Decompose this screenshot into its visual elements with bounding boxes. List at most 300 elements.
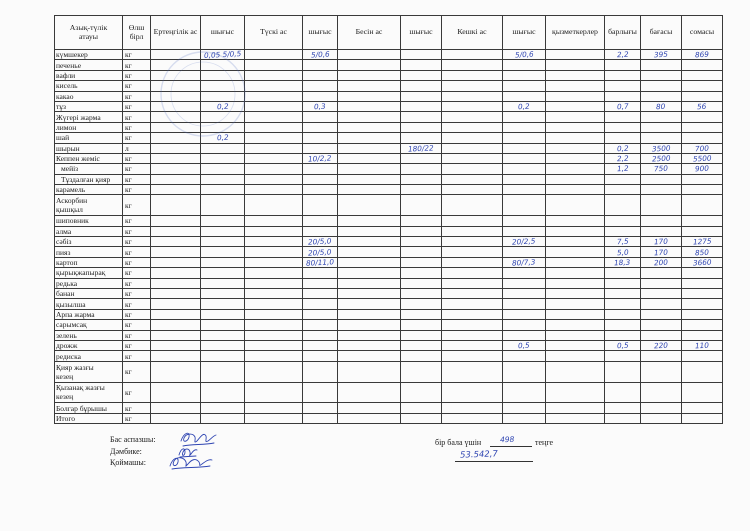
- staff-qty-cell: [546, 91, 605, 101]
- breakfast-out-cell: [201, 50, 245, 60]
- unit-price-cell: [641, 143, 682, 153]
- unit-cell: [123, 216, 151, 226]
- lunch-out-cell: [303, 320, 338, 330]
- total-qty-cell: [605, 226, 641, 236]
- total-qty-cell: [605, 91, 641, 101]
- header-price: бағасы: [641, 16, 682, 50]
- snack-qty-cell: [338, 216, 401, 226]
- dinner-out-cell: [503, 320, 546, 330]
- breakfast-out-cell: [201, 226, 245, 236]
- dinner-out-cell: [503, 289, 546, 299]
- item-name-text: Аскорбин қышқыл: [56, 196, 88, 215]
- lunch-out-text: 20/5,0: [308, 236, 332, 247]
- lunch-qty-cell: [245, 340, 303, 350]
- staff-qty-cell: [546, 60, 605, 70]
- unit-text: кг: [125, 185, 132, 195]
- total-qty-text: 5,0: [616, 247, 629, 257]
- unit-price-cell: [641, 268, 682, 278]
- item-name-cell: [55, 257, 123, 267]
- total-qty-cell: [605, 413, 641, 423]
- dinner-out-cell: [503, 216, 546, 226]
- snack-out-cell: [401, 289, 442, 299]
- lunch-qty-cell: [245, 143, 303, 153]
- unit-price-cell: [641, 403, 682, 413]
- item-name-text: печенье: [56, 60, 82, 70]
- snack-qty-cell: [338, 122, 401, 132]
- breakfast-out-cell: [201, 153, 245, 163]
- snack-qty-cell: [338, 81, 401, 91]
- dinner-out-cell: [503, 299, 546, 309]
- header-name-text: Азық-түлік атауы: [69, 22, 108, 41]
- unit-price-text: 3500: [651, 143, 671, 154]
- breakfast-qty-cell: [151, 361, 201, 382]
- item-name-cell: [55, 70, 123, 80]
- per-child-label: бір бала үшін: [435, 438, 482, 447]
- total-qty-text: 0,7: [616, 101, 629, 112]
- unit-price-cell: [641, 50, 682, 60]
- line-sum-text: 3660: [692, 257, 712, 268]
- snack-out-cell: [401, 320, 442, 330]
- dinner-qty-cell: [442, 351, 503, 361]
- table-row: [55, 60, 723, 70]
- total-qty-cell: [605, 112, 641, 122]
- unit-text: кг: [125, 299, 132, 309]
- unit-price-text: 2500: [651, 153, 671, 164]
- breakfast-qty-cell: [151, 278, 201, 288]
- item-name-cell: [55, 60, 123, 70]
- line-sum-cell: [682, 278, 723, 288]
- snack-out-cell: [401, 340, 442, 350]
- dinner-out-text: 0,2: [517, 101, 531, 112]
- unit-price-cell: [641, 101, 682, 111]
- lunch-out-cell: [303, 153, 338, 163]
- dinner-out-cell: [503, 403, 546, 413]
- staff-qty-cell: [546, 174, 605, 184]
- item-name-text: кисель: [56, 81, 78, 91]
- line-sum-cell: [682, 226, 723, 236]
- total-qty-text: 18,3: [614, 257, 631, 268]
- unit-cell: [123, 361, 151, 382]
- unit-text: кг: [125, 237, 132, 247]
- staff-qty-cell: [546, 330, 605, 340]
- staff-qty-cell: [546, 164, 605, 174]
- unit-price-text: 395: [653, 49, 669, 60]
- header-dinner: Кешкі ас: [442, 16, 503, 50]
- breakfast-qty-cell: [151, 340, 201, 350]
- unit-price-cell: [641, 60, 682, 70]
- breakfast-out-cell: [201, 81, 245, 91]
- unit-price-cell: [641, 164, 682, 174]
- unit-price-cell: [641, 320, 682, 330]
- line-sum-cell: [682, 320, 723, 330]
- breakfast-out-cell: [201, 133, 245, 143]
- breakfast-out-cell: [201, 361, 245, 382]
- total-qty-text: 0,2: [616, 143, 629, 154]
- lunch-out-cell: [303, 413, 338, 423]
- snack-out-cell: [401, 174, 442, 184]
- staff-qty-cell: [546, 320, 605, 330]
- dinner-qty-cell: [442, 340, 503, 350]
- total-qty-cell: [605, 247, 641, 257]
- lunch-qty-cell: [245, 195, 303, 216]
- dinner-out-cell: [503, 112, 546, 122]
- dinner-out-cell: [503, 278, 546, 288]
- snack-out-cell: [401, 185, 442, 195]
- unit-price-cell: [641, 299, 682, 309]
- unit-text: кг: [125, 258, 132, 268]
- lunch-out-cell: [303, 164, 338, 174]
- item-name-text: редька: [56, 278, 78, 288]
- line-sum-cell: [682, 195, 723, 216]
- breakfast-qty-cell: [151, 289, 201, 299]
- staff-qty-cell: [546, 133, 605, 143]
- line-sum-text: 900: [694, 164, 710, 174]
- dinner-qty-cell: [442, 268, 503, 278]
- line-sum-text: 869: [694, 49, 710, 60]
- unit-cell: [123, 257, 151, 267]
- dinner-qty-cell: [442, 185, 503, 195]
- breakfast-qty-cell: [151, 70, 201, 80]
- unit-price-cell: [641, 81, 682, 91]
- staff-qty-cell: [546, 361, 605, 382]
- item-name-text: күмшекер: [56, 50, 88, 60]
- item-name-text: шиповник: [56, 216, 89, 226]
- staff-qty-cell: [546, 112, 605, 122]
- staff-qty-cell: [546, 122, 605, 132]
- snack-qty-cell: [338, 153, 401, 163]
- item-name-text: Арпа жарма: [56, 309, 95, 319]
- lunch-out-cell: [303, 247, 338, 257]
- total-qty-text: 1,2: [616, 164, 629, 174]
- unit-cell: [123, 247, 151, 257]
- table-row: [55, 351, 723, 361]
- header-lunch-out: шығыс: [303, 16, 338, 50]
- line-sum-text: 110: [694, 340, 710, 351]
- table-row: [55, 320, 723, 330]
- breakfast-qty-cell: [151, 257, 201, 267]
- unit-price-cell: [641, 289, 682, 299]
- line-sum-cell: [682, 340, 723, 350]
- item-name-cell: [55, 101, 123, 111]
- dinner-qty-cell: [442, 330, 503, 340]
- line-sum-cell: [682, 153, 723, 163]
- item-name-cell: [55, 268, 123, 278]
- line-sum-text: 1275: [692, 236, 712, 247]
- total-qty-cell: [605, 382, 641, 403]
- breakfast-out-cell: [201, 340, 245, 350]
- dinner-out-cell: [503, 247, 546, 257]
- lunch-out-cell: [303, 195, 338, 216]
- snack-qty-cell: [338, 382, 401, 403]
- unit-price-cell: [641, 247, 682, 257]
- breakfast-qty-cell: [151, 330, 201, 340]
- line-sum-cell: [682, 257, 723, 267]
- line-sum-cell: [682, 143, 723, 153]
- breakfast-qty-cell: [151, 185, 201, 195]
- snack-out-cell: [401, 403, 442, 413]
- lunch-qty-cell: [245, 226, 303, 236]
- unit-cell: [123, 226, 151, 236]
- chef-signature: [181, 433, 216, 446]
- table-row: [55, 226, 723, 236]
- snack-out-cell: [401, 299, 442, 309]
- snack-qty-cell: [338, 340, 401, 350]
- snack-out-cell: [401, 195, 442, 216]
- unit-text: кг: [125, 91, 132, 101]
- header-total: барлығы: [605, 16, 641, 50]
- nurse-label: Дәмбике:: [110, 447, 142, 456]
- dinner-out-text: 5/0,6: [514, 49, 534, 60]
- dinner-qty-cell: [442, 216, 503, 226]
- table-row: [55, 143, 723, 153]
- table-row: [55, 247, 723, 257]
- unit-cell: [123, 143, 151, 153]
- total-qty-cell: [605, 320, 641, 330]
- table-header: [55, 16, 723, 50]
- lunch-out-text: 10/2,2: [308, 153, 332, 164]
- lunch-out-cell: [303, 174, 338, 184]
- breakfast-qty-cell: [151, 226, 201, 236]
- dinner-out-cell: [503, 153, 546, 163]
- lunch-qty-cell: [245, 60, 303, 70]
- dinner-qty-cell: [442, 413, 503, 423]
- storekeeper-label: Қоймашы:: [110, 458, 146, 467]
- line-sum-cell: [682, 268, 723, 278]
- dinner-out-cell: [503, 143, 546, 153]
- table-row: [55, 70, 723, 80]
- snack-out-cell: [401, 60, 442, 70]
- snack-out-cell: [401, 382, 442, 403]
- item-name-text: Кеппен жеміс: [56, 154, 100, 164]
- line-sum-cell: [682, 382, 723, 403]
- dinner-qty-cell: [442, 361, 503, 382]
- unit-price-text: 170: [653, 247, 669, 257]
- snack-qty-cell: [338, 50, 401, 60]
- line-sum-cell: [682, 81, 723, 91]
- snack-qty-cell: [338, 361, 401, 382]
- table-row: [55, 413, 723, 423]
- header-lunch: Түскі ас: [245, 16, 303, 50]
- line-sum-cell: [682, 101, 723, 111]
- item-name-text: дрожж: [56, 341, 78, 351]
- breakfast-qty-cell: [151, 403, 201, 413]
- unit-cell: [123, 268, 151, 278]
- breakfast-qty-cell: [151, 299, 201, 309]
- line-sum-cell: [682, 413, 723, 423]
- snack-out-cell: [401, 257, 442, 267]
- line-sum-cell: [682, 361, 723, 382]
- breakfast-out-cell: [201, 237, 245, 247]
- lunch-qty-cell: [245, 289, 303, 299]
- snack-out-cell: [401, 91, 442, 101]
- breakfast-qty-cell: [151, 247, 201, 257]
- total-qty-cell: [605, 164, 641, 174]
- unit-price-cell: [641, 257, 682, 267]
- lunch-qty-cell: [245, 50, 303, 60]
- line-sum-cell: [682, 70, 723, 80]
- unit-cell: [123, 309, 151, 319]
- snack-out-cell: [401, 351, 442, 361]
- lunch-qty-cell: [245, 330, 303, 340]
- lunch-qty-cell: [245, 247, 303, 257]
- unit-text: кг: [125, 387, 132, 397]
- snack-out-cell: [401, 164, 442, 174]
- unit-cell: [123, 351, 151, 361]
- unit-text: кг: [125, 403, 132, 413]
- item-name-cell: [55, 361, 123, 382]
- breakfast-out-cell: [201, 320, 245, 330]
- unit-cell: [123, 133, 151, 143]
- lunch-out-cell: [303, 143, 338, 153]
- total-qty-text: 0,5: [616, 340, 629, 351]
- line-sum-cell: [682, 216, 723, 226]
- lunch-qty-cell: [245, 309, 303, 319]
- lunch-qty-cell: [245, 237, 303, 247]
- unit-text: кг: [125, 112, 132, 122]
- line-sum-cell: [682, 247, 723, 257]
- item-name-text: Қызанақ жазғы кезең: [56, 383, 105, 402]
- breakfast-out-cell: [201, 195, 245, 216]
- dinner-out-cell: [503, 237, 546, 247]
- breakfast-qty-cell: [151, 382, 201, 403]
- table-row: [55, 237, 723, 247]
- total-qty-cell: [605, 278, 641, 288]
- snack-out-cell: [401, 413, 442, 423]
- breakfast-out-cell: [201, 70, 245, 80]
- line-sum-cell: [682, 50, 723, 60]
- line-sum-text: 850: [694, 247, 710, 257]
- unit-text: кг: [125, 351, 132, 361]
- snack-out-cell: [401, 133, 442, 143]
- lunch-out-cell: [303, 122, 338, 132]
- snack-out-cell: [401, 330, 442, 340]
- item-name-text: карамель: [56, 185, 86, 195]
- item-name-cell: [55, 174, 123, 184]
- unit-cell: [123, 320, 151, 330]
- header-unit: [123, 16, 151, 50]
- breakfast-out-cell: [201, 403, 245, 413]
- breakfast-out-text: 0,05 5/0,5: [203, 49, 242, 61]
- breakfast-qty-cell: [151, 195, 201, 216]
- breakfast-out-cell: [201, 143, 245, 153]
- dinner-out-cell: [503, 268, 546, 278]
- staff-qty-cell: [546, 289, 605, 299]
- total-qty-cell: [605, 361, 641, 382]
- snack-out-text: 180/22: [407, 143, 435, 154]
- unit-text: кг: [125, 122, 132, 132]
- unit-price-text: 200: [653, 257, 669, 268]
- breakfast-out-text: 0,2: [216, 101, 229, 112]
- header-breakfast-out: шығыс: [201, 16, 245, 50]
- lunch-out-cell: [303, 101, 338, 111]
- lunch-qty-cell: [245, 91, 303, 101]
- lunch-qty-cell: [245, 101, 303, 111]
- breakfast-out-cell: [201, 174, 245, 184]
- line-sum-cell: [682, 403, 723, 413]
- snack-qty-cell: [338, 278, 401, 288]
- lunch-qty-cell: [245, 403, 303, 413]
- staff-qty-cell: [546, 81, 605, 91]
- snack-out-cell: [401, 81, 442, 91]
- dinner-out-text: 20/2,5: [512, 236, 536, 247]
- dinner-qty-cell: [442, 403, 503, 413]
- total-qty-cell: [605, 174, 641, 184]
- breakfast-out-cell: [201, 289, 245, 299]
- staff-qty-cell: [546, 50, 605, 60]
- dinner-qty-cell: [442, 60, 503, 70]
- unit-cell: [123, 174, 151, 184]
- unit-text: кг: [125, 164, 132, 174]
- line-sum-cell: [682, 289, 723, 299]
- unit-text: кг: [125, 247, 132, 257]
- item-name-text: пияз: [56, 247, 71, 257]
- lunch-out-cell: [303, 226, 338, 236]
- item-name-cell: [55, 133, 123, 143]
- unit-cell: [123, 81, 151, 91]
- breakfast-out-cell: [201, 164, 245, 174]
- dinner-qty-cell: [442, 174, 503, 184]
- dinner-out-cell: [503, 309, 546, 319]
- dinner-qty-cell: [442, 257, 503, 267]
- total-qty-cell: [605, 60, 641, 70]
- lunch-out-cell: [303, 268, 338, 278]
- total-amount-value: 53.542,7: [459, 449, 499, 461]
- unit-price-cell: [641, 237, 682, 247]
- item-name-text: сарымсақ: [56, 320, 87, 330]
- lunch-out-text: 80/11,0: [305, 257, 335, 268]
- unit-text: кг: [125, 174, 132, 184]
- snack-qty-cell: [338, 195, 401, 216]
- staff-qty-cell: [546, 278, 605, 288]
- snack-out-cell: [401, 216, 442, 226]
- dinner-qty-cell: [442, 289, 503, 299]
- line-sum-cell: [682, 164, 723, 174]
- dinner-qty-cell: [442, 237, 503, 247]
- breakfast-qty-cell: [151, 153, 201, 163]
- unit-price-text: 220: [653, 340, 669, 351]
- line-sum-text: 700: [694, 143, 710, 154]
- snack-out-cell: [401, 112, 442, 122]
- lunch-out-cell: [303, 257, 338, 267]
- snack-out-cell: [401, 50, 442, 60]
- dinner-out-cell: [503, 351, 546, 361]
- snack-qty-cell: [338, 112, 401, 122]
- breakfast-qty-cell: [151, 320, 201, 330]
- line-sum-cell: [682, 174, 723, 184]
- dinner-out-text: 80/7,3: [512, 257, 536, 268]
- item-name-text: сәбіз: [56, 237, 72, 247]
- lunch-out-cell: [303, 50, 338, 60]
- lunch-out-cell: [303, 330, 338, 340]
- item-name-cell: [55, 413, 123, 423]
- lunch-qty-cell: [245, 257, 303, 267]
- item-name-cell: [55, 164, 123, 174]
- unit-cell: [123, 50, 151, 60]
- total-qty-cell: [605, 340, 641, 350]
- item-name-cell: [55, 50, 123, 60]
- dinner-qty-cell: [442, 320, 503, 330]
- staff-qty-cell: [546, 403, 605, 413]
- dinner-out-cell: [503, 91, 546, 101]
- dinner-out-cell: [503, 101, 546, 111]
- unit-cell: [123, 122, 151, 132]
- snack-qty-cell: [338, 403, 401, 413]
- lunch-qty-cell: [245, 112, 303, 122]
- snack-qty-cell: [338, 226, 401, 236]
- total-qty-cell: [605, 237, 641, 247]
- staff-qty-cell: [546, 70, 605, 80]
- dinner-out-cell: [503, 330, 546, 340]
